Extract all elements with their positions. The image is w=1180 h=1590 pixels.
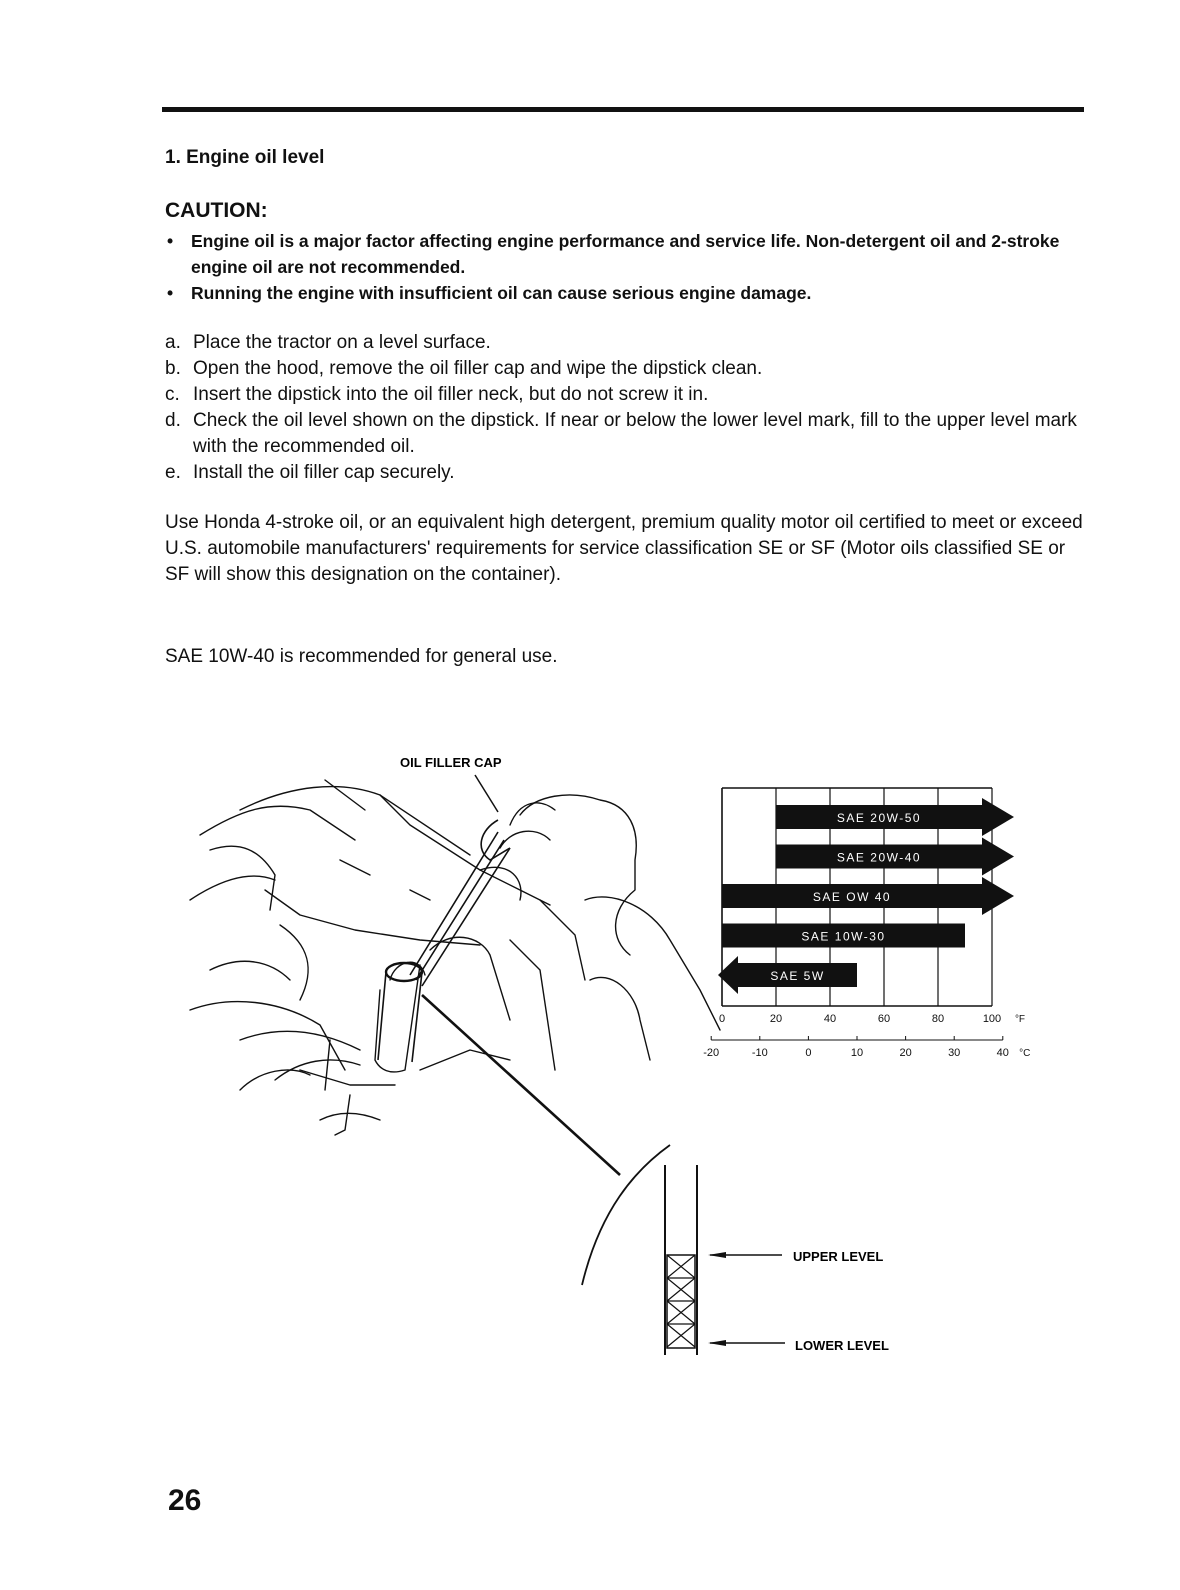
tick-label-c: -20: [703, 1047, 720, 1059]
chart-ticks: [703, 1013, 1030, 1059]
tick-label-f: 100: [982, 1013, 1002, 1025]
viscosity-bar: [722, 924, 965, 948]
bar-label: SAE 10W-30: [801, 929, 886, 944]
step-text: Place the tractor on a level surface.: [193, 332, 491, 353]
step-item: [165, 356, 1095, 382]
step-letter: e.: [165, 462, 181, 483]
top-rule: [162, 107, 1084, 112]
tick-label-c: 20: [899, 1047, 912, 1059]
tick-label-c: 0: [805, 1047, 812, 1059]
upper-level-label: UPPER LEVEL: [793, 1249, 884, 1264]
bar-label: SAE 20W-40: [836, 850, 922, 865]
section-title: 1. Engine oil level: [165, 147, 325, 168]
tick-label-f: 0: [718, 1013, 726, 1025]
step-letter: c.: [165, 384, 180, 405]
bar-label: SAE 20W-50: [836, 811, 922, 825]
unit-label-c: °C: [1019, 1048, 1031, 1059]
step-letter: d.: [165, 410, 181, 431]
viscosity-bar: [722, 877, 1014, 915]
step-text: Check the oil level shown on the dipstick. If near or below the lower level mark, fill to the upper level mark with the recommended oil.: [193, 410, 1077, 457]
chart-bars: [718, 798, 1014, 994]
step-item: [165, 382, 1095, 408]
page-number: 26: [168, 1484, 202, 1517]
caution-item: [165, 228, 1095, 280]
bar-arrow-right: [982, 838, 1014, 876]
procedure-steps: [165, 330, 1095, 486]
dipstick-closeup: [640, 1150, 960, 1370]
step-text: Insert the dipstick into the oil filler neck, but do not screw it in.: [193, 384, 709, 405]
unit-label-f: °F: [1014, 1014, 1026, 1025]
tick-label-f: 40: [823, 1013, 837, 1025]
step-item: [165, 408, 1095, 460]
step-text: Open the hood, remove the oil filler cap and wipe the dipstick clean.: [193, 358, 763, 379]
caution-item: [165, 280, 1095, 306]
tick-label-f: 80: [931, 1013, 945, 1025]
step-item: [165, 460, 1095, 486]
pointer-line: [422, 995, 620, 1175]
bullet-icon: •: [167, 231, 174, 251]
caution-heading: CAUTION:: [165, 199, 268, 222]
bar-arrow-right: [982, 798, 1014, 836]
caution-list: [165, 228, 1095, 306]
tick-label-c: 10: [850, 1047, 864, 1059]
step-item: [165, 330, 1095, 356]
viscosity-temperature-chart: [700, 780, 1060, 1080]
tick-label-f: 20: [769, 1013, 783, 1025]
viscosity-bar: [776, 838, 1014, 876]
bar-arrow-left: [718, 956, 738, 994]
viscosity-bar: [776, 798, 1014, 836]
step-text: Install the oil filler cap securely.: [193, 462, 455, 483]
tick-label-c: 40: [996, 1047, 1009, 1059]
caution-item-text: Running the engine with insufficient oil can cause serious engine damage.: [191, 283, 812, 303]
bar-label: SAE OW 40: [812, 890, 892, 904]
oil-filler-cap-label: OIL FILLER CAP: [400, 755, 502, 770]
caution-item-text: Engine oil is a major factor affecting engine performance and service life. Non-detergent oil and 2-stroke engine oil are not recommended.: [191, 231, 1060, 277]
viscosity-bar: [718, 956, 857, 994]
lower-level-label: LOWER LEVEL: [795, 1338, 889, 1353]
tick-label-c: 30: [948, 1047, 961, 1059]
bar-arrow-right: [982, 877, 1014, 915]
bullet-icon: •: [167, 283, 174, 303]
tick-label-f: 60: [877, 1013, 891, 1025]
step-letter: b.: [165, 358, 181, 379]
oil-specification-paragraph: Use Honda 4-stroke oil, or an equivalent high detergent, premium quality motor oil certified to meet or exceed U.S. automobile manufacturers' requirements for service classification SE or SF (Motor oils classified SE or SF will show this designation on the container).: [165, 512, 1083, 585]
engine-drawing: [190, 780, 720, 1135]
sae-recommendation: SAE 10W-40 is recommended for general use.: [165, 646, 558, 667]
step-letter: a.: [165, 332, 181, 353]
bar-label: SAE 5W: [770, 969, 825, 983]
tick-label-c: -10: [751, 1047, 768, 1059]
